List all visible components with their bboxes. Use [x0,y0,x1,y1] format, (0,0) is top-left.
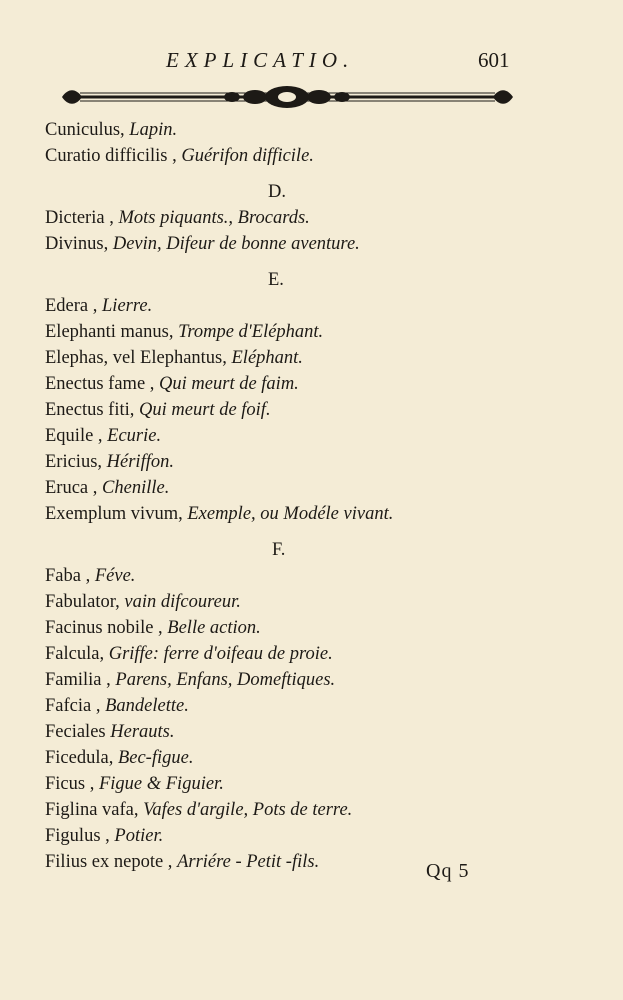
french-translation: Mots piquants., Brocards. [118,208,310,228]
french-translation: Trompe d'Eléphant. [178,322,324,342]
glossary-entry [45,424,161,448]
glossary-entry [45,398,271,422]
glossary-entry [45,320,323,344]
signature-mark: Qq 5 [426,860,470,882]
glossary-entry [45,642,333,666]
glossary-entry [45,294,152,318]
glossary-entry [45,502,393,526]
latin-term: Falcula, [45,644,105,664]
latin-term: Eruca , [45,478,98,498]
latin-term: Figulus , [45,826,110,846]
french-translation: Qui meurt de foif. [139,400,271,420]
latin-term: Dicteria , [45,208,114,228]
french-translation: Hériffon. [106,452,174,472]
french-translation: Guérifon difficile. [181,146,314,166]
glossary-entry [45,590,241,614]
french-translation: Bandelette. [105,696,189,716]
latin-term: Ficedula, [45,748,114,768]
french-translation: Belle action. [167,618,261,638]
french-translation: Exemple, ou Modéle vivant. [187,504,394,524]
page-number: 601 [478,48,510,72]
french-translation: Féve. [94,566,136,586]
glossary-entry [45,206,310,230]
glossary-entry [45,668,335,692]
section-letter: E. [268,270,284,290]
french-translation: Bec-figue. [117,748,194,768]
french-translation: Herauts. [110,722,175,742]
french-translation: Vafes d'argile, Pots de terre. [143,800,353,820]
latin-term: Ficus , [45,774,95,794]
glossary-entry [45,746,193,770]
latin-term: Edera , [45,296,98,316]
latin-term: Faba , [45,566,91,586]
latin-term: Familia , [45,670,111,690]
latin-term: Divinus, [45,234,109,254]
glossary-entry [45,772,224,796]
glossary-entry [45,850,319,874]
french-translation: Devin, Difeur de bonne aventure. [112,234,360,254]
french-translation: Parens, Enfans, Domeftiques. [115,670,336,690]
glossary-entry [45,798,352,822]
french-translation: Lapin. [129,120,178,140]
french-translation: Griffe: ferre d'oifeau de proie. [108,644,333,664]
latin-term: Enectus fame , [45,374,155,394]
latin-term: Cuniculus, [45,120,125,140]
section-letter: F. [272,540,286,560]
glossary-entry [45,346,303,370]
french-translation: Eléphant. [231,348,303,368]
french-translation: Potier. [114,826,164,846]
latin-term: Fafcia , [45,696,101,716]
latin-term: Fabulator, [45,592,120,612]
latin-term: Exemplum vivum, [45,504,183,524]
glossary-entry [45,720,175,744]
latin-term: Curatio difficilis , [45,146,177,166]
french-translation: Lierre. [102,296,153,316]
latin-term: Enectus fiti, [45,400,135,420]
section-letter: D. [268,182,286,202]
french-translation: Qui meurt de faim. [159,374,299,394]
glossary-entry [45,118,177,142]
latin-term: Facinus nobile , [45,618,163,638]
latin-term: Filius ex nepote , [45,852,173,872]
french-translation: Figue & Figuier. [98,774,224,794]
glossary-entry [45,476,169,500]
glossary-entry [45,824,163,848]
header-ornament-icon [60,84,515,110]
glossary-entry [45,694,189,718]
glossary-entry [45,450,174,474]
latin-term: Ericius, [45,452,103,472]
latin-term: Elephas, vel Elephantus, [45,348,227,368]
french-translation: Ecurie. [107,426,162,446]
running-title: EXPLICATIO. [166,48,355,72]
latin-term: Figlina vafa, [45,800,139,820]
french-translation: Arriére - Petit -fils. [177,852,320,872]
latin-term: Equile , [45,426,103,446]
glossary-entry [45,144,314,168]
french-translation: vain difcoureur. [124,592,241,612]
latin-term: Feciales [45,722,106,742]
glossary-entry [45,232,360,256]
glossary-entry [45,616,261,640]
latin-term: Elephanti manus, [45,322,174,342]
glossary-entry [45,564,135,588]
french-translation: Chenille. [102,478,170,498]
glossary-entry [45,372,299,396]
page-header [0,46,623,78]
